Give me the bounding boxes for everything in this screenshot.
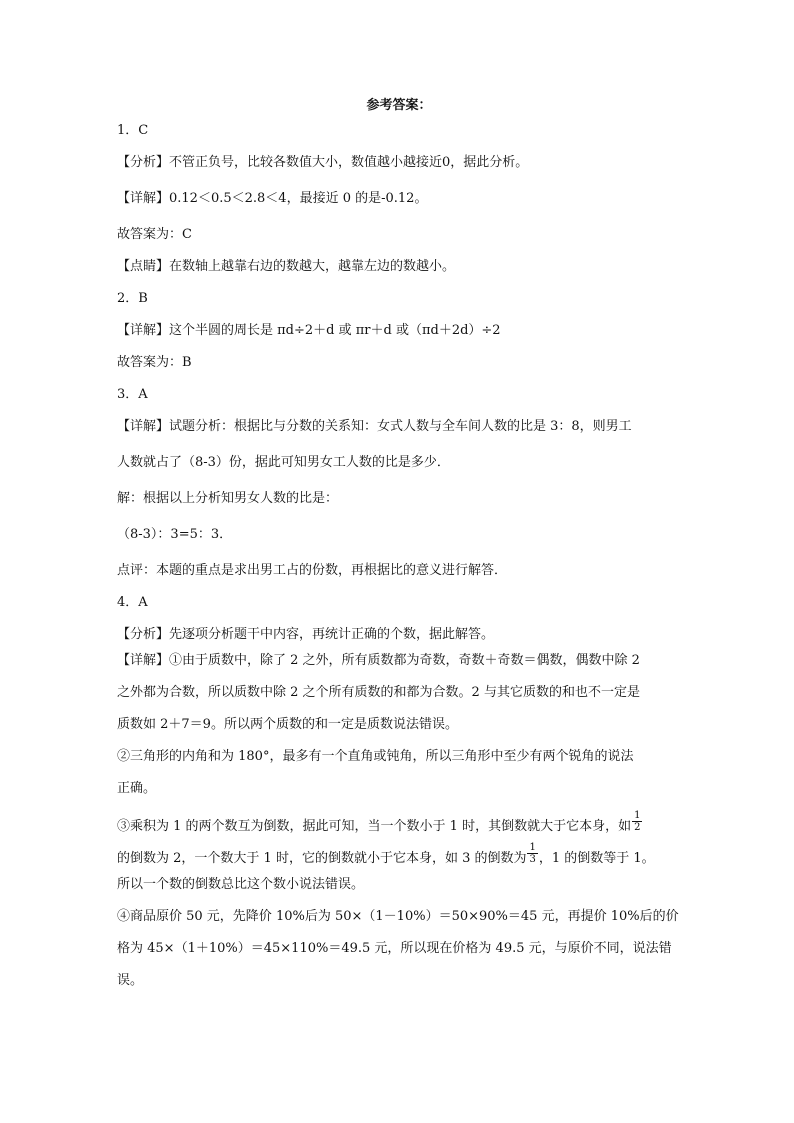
q4-detail-4-line-1: ④商品原价 50 元，先降价 10%后为 50×（1－10%）＝50×90%＝45 元，再提价 10%后的价 [117, 909, 679, 924]
q4-analysis: 【分析】先逐项分析题干中内容，再统计正确的个数，据此解答。 [117, 627, 495, 642]
q4-detail-3-line-2 [117, 843, 681, 875]
q3-solution-line-1: 解：根据以上分析知男女人数的比是： [117, 491, 339, 506]
q4-detail-1-line-3: 质数如 2＋7＝9。所以两个质数的和一定是质数说法错误。 [117, 717, 458, 732]
q3-solution-line-2: （8-3）：3=5：3． [117, 527, 233, 542]
fraction-one-third [527, 842, 537, 865]
q3-detail-line-1: 【详解】试题分析：根据比与分数的关系知：女式人数与全车间人数的比是 3：8，则男工 [117, 419, 632, 434]
q4-detail-1-line-2: 之外都为合数，所以质数中除 2 之个所有质数的和都为合数。2 与其它质数的和也不一定是 [117, 685, 640, 700]
q4-detail-1-line-1: 【详解】①由于质数中，除了 2 之外，所有质数都为奇数，奇数＋奇数＝偶数，偶数中除 2 [117, 653, 640, 668]
fraction-one-half [632, 810, 642, 833]
q1-analysis: 【分析】不管正负号，比较各数值大小，数值越小越接近0，据此分析。 [117, 155, 529, 170]
q4-detail-4-line-3: 误。 [117, 973, 144, 988]
q4-detail-2-line-2: 正确。 [117, 781, 157, 796]
q1-tip: 【点睛】在数轴上越靠右边的数越大，越靠左边的数越小。 [117, 259, 456, 274]
q4-number: 4．A [117, 595, 148, 610]
q4-detail-3-line-2-text-b: ，1 的倒数等于 1。 [538, 851, 655, 866]
q4-detail-3-line-3: 所以一个数的倒数总比这个数小说法错误。 [117, 877, 365, 892]
q2-number: 2．B [117, 291, 148, 306]
fraction-numerator: 1 [529, 842, 536, 853]
q1-detail: 【详解】0.12＜0.5＜2.8＜4，最接近 0 的是-0.12。 [117, 191, 428, 206]
q2-detail: 【详解】这个半圆的周长是 πd÷2＋d 或 πr＋d 或（πd＋2d）÷2 [117, 323, 501, 338]
q1-answer: 故答案为：C [117, 227, 192, 242]
q2-answer: 故答案为：B [117, 355, 192, 370]
fraction-denominator: 2 [634, 822, 641, 833]
q3-detail-line-2: 人数就占了（8-3）份，据此可知男女工人数的比是多少． [117, 455, 450, 470]
q1-number: 1．C [117, 123, 149, 138]
q4-detail-3-line-2-text-a: 的倒数为 2，一个数大于 1 时，它的倒数就小于它本身，如 3 的倒数为 [117, 851, 527, 866]
page-title: 参考答案： [366, 98, 432, 113]
fraction-denominator: 3 [529, 854, 536, 865]
q4-detail-3-line-1-text: ③乘积为 1 的两个数互为倒数，据此可知，当一个数小于 1 时，其倒数就大于它本身，如 [117, 819, 632, 834]
q4-detail-3-line-1 [117, 811, 681, 843]
q4-detail-2-line-1: ②三角形的内角和为 180°，最多有一个直角或钝角，所以三角形中至少有两个锐角的说法 [117, 749, 634, 764]
q4-detail-4-line-2: 格为 45×（1＋10%）＝45×110%＝49.5 元，所以现在价格为 49.5 元，与原价不同，说法错 [117, 941, 672, 956]
q3-number: 3．A [117, 387, 148, 402]
fraction-numerator: 1 [634, 810, 641, 821]
q3-comment: 点评：本题的重点是求出男工占的份数，再根据比的意义进行解答． [117, 563, 508, 578]
